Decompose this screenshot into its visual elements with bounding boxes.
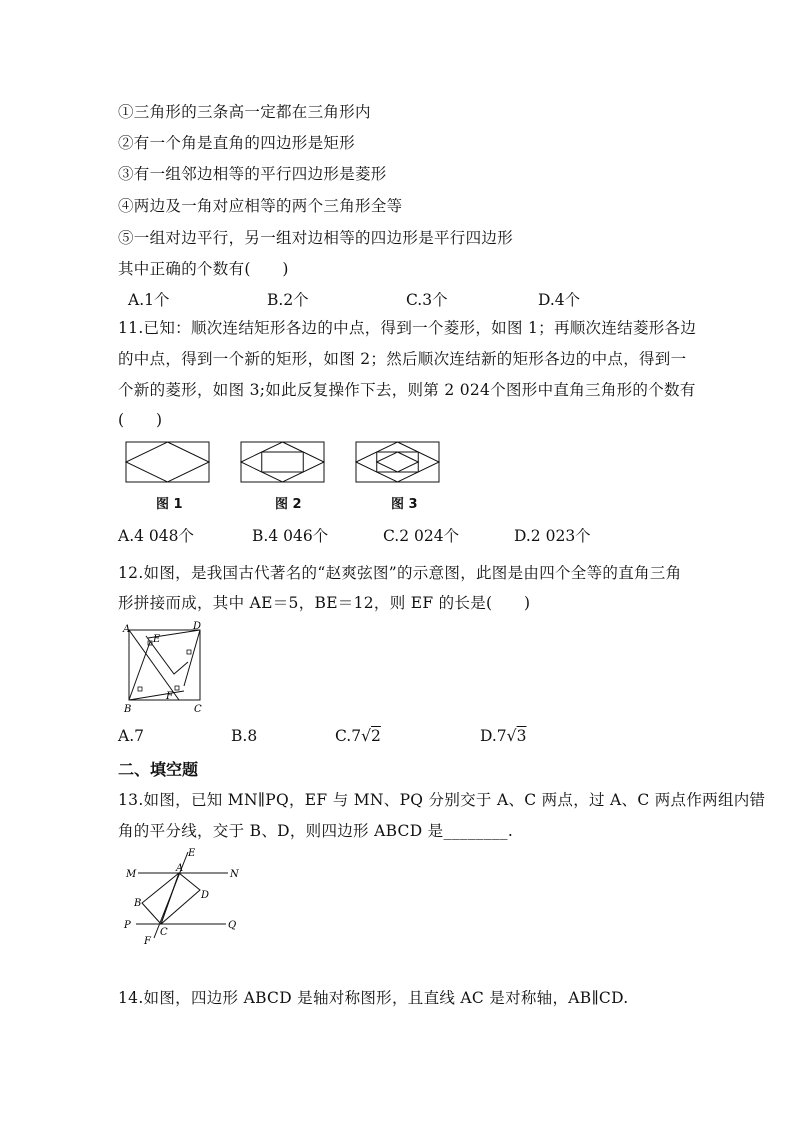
q11-line-2: 的中点，得到一个新的矩形，如图 2；然后顺次连结新的矩形各边的中点，得到一 bbox=[118, 350, 687, 368]
q13-label-f: F bbox=[144, 936, 151, 946]
figure-2 bbox=[239, 440, 327, 484]
q10-stem: 其中正确的个数有( ) bbox=[118, 260, 289, 278]
q13-line-1: 13.如图，已知 MN∥PQ，EF 与 MN、PQ 分别交于 A、C 两点，过 A、C 两点作两组内错 bbox=[118, 791, 766, 809]
q13-label-n: N bbox=[230, 869, 239, 880]
q13-label-e: E bbox=[188, 848, 196, 859]
q10-option-d: D.4个 bbox=[538, 291, 581, 309]
q13-line-2: 角的平分线，交于 B、D，则四边形 ABCD 是________. bbox=[118, 822, 514, 840]
q12-option-c: C.7√2 bbox=[335, 727, 381, 745]
statement-3: ③有一组邻边相等的平行四边形是菱形 bbox=[118, 165, 387, 183]
statement-1: ①三角形的三条高一定都在三角形内 bbox=[118, 103, 371, 121]
figure-2-caption: 图 2 bbox=[275, 497, 302, 512]
statement-2: ②有一个角是直角的四边形是矩形 bbox=[118, 134, 356, 152]
q12-label-a: A bbox=[123, 624, 131, 635]
statement-5: ⑤一组对边平行，另一组对边相等的四边形是平行四边形 bbox=[118, 229, 514, 247]
q11-option-a: A.4 048个 bbox=[118, 527, 194, 545]
q13-label-p: P bbox=[124, 920, 131, 931]
q13-label-b: B bbox=[134, 898, 142, 909]
q13-label-q: Q bbox=[228, 920, 237, 931]
q11-option-c: C.2 024个 bbox=[383, 527, 460, 545]
q10-option-b: B.2个 bbox=[267, 291, 309, 309]
statement-4: ④两边及一角对应相等的两个三角形全等 bbox=[118, 197, 403, 215]
q11-line-3: 个新的菱形，如图 3;如此反复操作下去，则第 2 024个图形中直角三角形的个数有 bbox=[118, 381, 696, 399]
figure-1-caption: 图 1 bbox=[156, 497, 183, 512]
q12-line-1: 12.如图，是我国古代著名的“赵爽弦图”的示意图，此图是由四个全等的直角三角 bbox=[118, 564, 682, 582]
figure-3 bbox=[354, 440, 442, 484]
parallel-lines-diagram bbox=[120, 846, 250, 946]
q12-option-b: B.8 bbox=[231, 727, 258, 745]
q11-option-d: D.2 023个 bbox=[514, 527, 591, 545]
q12-line-2: 形拼接而成，其中 AE＝5，BE＝12，则 EF 的长是( ) bbox=[118, 594, 531, 612]
q12-option-a: A.7 bbox=[118, 727, 144, 745]
q12-label-d: D bbox=[193, 621, 202, 632]
section-title-fill-in: 二、填空题 bbox=[118, 760, 199, 779]
q14-line-1: 14.如图，四边形 ABCD 是轴对称图形，且直线 AC 是对称轴，AB∥CD. bbox=[118, 989, 629, 1007]
q10-option-a: A.1个 bbox=[128, 291, 170, 309]
q12-label-e: E bbox=[153, 634, 161, 645]
q13-label-a: A bbox=[176, 863, 184, 874]
q10-option-c: C.3个 bbox=[406, 291, 448, 309]
q13-label-m: M bbox=[126, 869, 137, 880]
q11-option-b: B.4 046个 bbox=[252, 527, 329, 545]
figure-1 bbox=[124, 440, 212, 484]
q12-label-f: F bbox=[166, 691, 173, 702]
q12-option-d: D.7√3 bbox=[480, 727, 527, 745]
q13-label-c: C bbox=[160, 927, 168, 938]
q11-line-4: ( ) bbox=[118, 411, 163, 429]
zhao-shuang-diagram bbox=[118, 620, 210, 714]
q13-label-d: D bbox=[201, 890, 210, 901]
figure-3-caption: 图 3 bbox=[391, 497, 418, 512]
q12-label-b: B bbox=[124, 704, 132, 714]
q11-line-1: 11.已知：顺次连结矩形各边的中点，得到一个菱形，如图 1；再顺次连结菱形各边 bbox=[118, 319, 697, 337]
q12-label-c: C bbox=[194, 704, 202, 714]
